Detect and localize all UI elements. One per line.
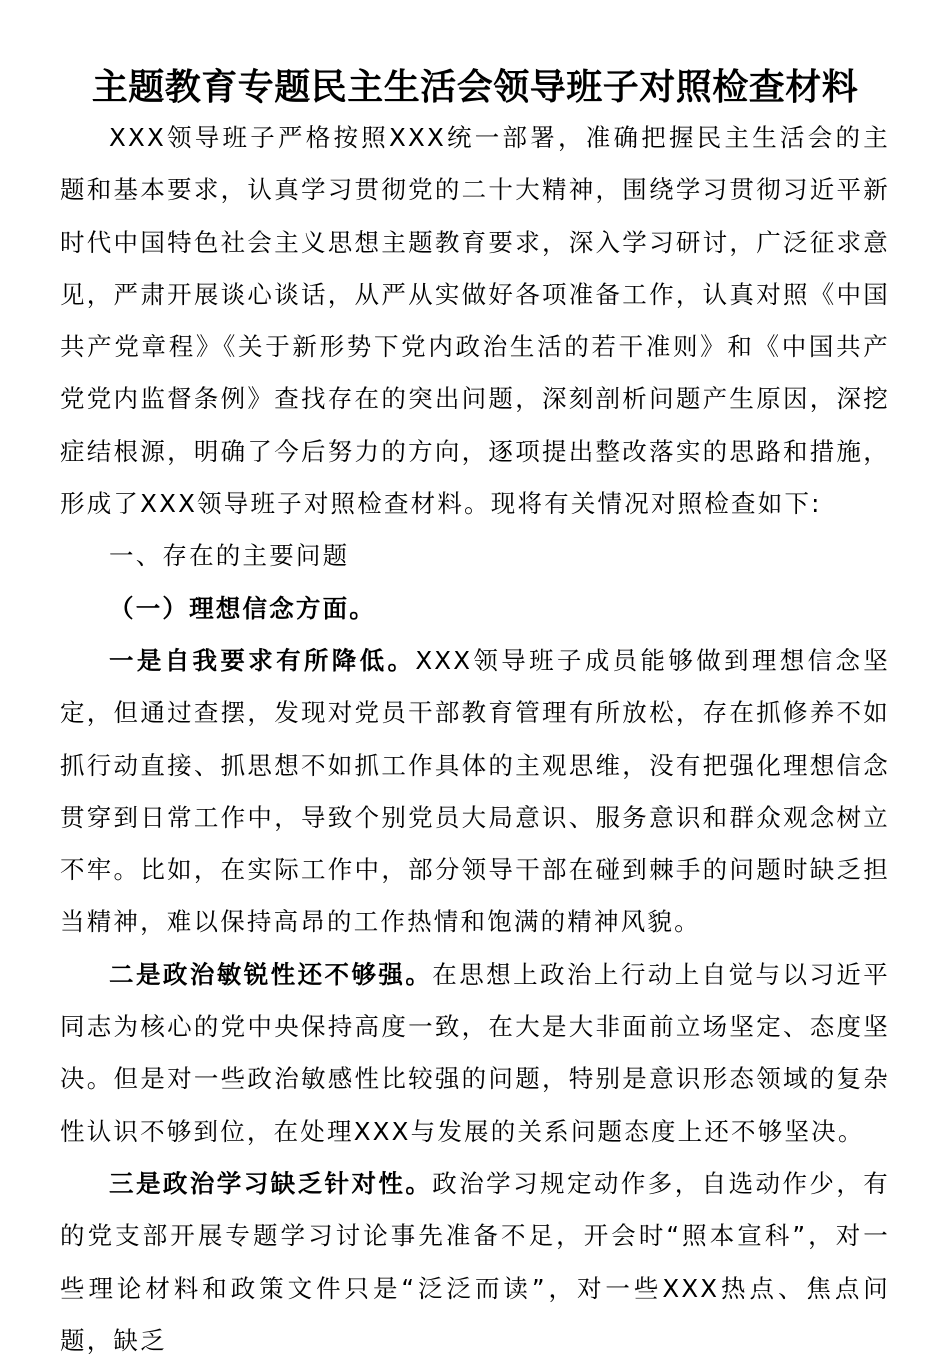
- item-text: 在思想上政治上行动上自觉与以习近平同志为核心的党中央保持高度一致，在大是大非面前立场坚定、态度坚决。但是对一些政治敏感性比较强的问题，特别是意识形态领域的复杂性认识不够到位，在处理XXX与发展的关系问题态度上还不够坚决。: [60, 959, 890, 1146]
- item-text: XXX领导班子成员能够做到理想信念坚定，但通过查摆，发现对党员干部教育管理有所放松，存在抓修养不如抓行动直接、抓思想不如抓工作具体的主观思维，没有把强化理想信念贯穿到日常工作中，导致个别党员大局意识、服务意识和群众观念树立不牢。比如，在实际工作中，部分领导干部在碰到棘手的问题时缺乏担当精神，难以保持高昂的工作热情和饱满的精神风貌。: [60, 645, 890, 937]
- subsection-heading: （一）理想信念方面。: [109, 593, 376, 623]
- item-paragraph-3: [60, 1158, 890, 1367]
- document-title: 主题教育专题民主生活会领导班子对照检查材料: [91, 66, 859, 108]
- item-paragraph-1: [60, 635, 890, 949]
- item-lead: 一是自我要求有所降低。: [109, 645, 416, 675]
- section-heading: 一、存在的主要问题: [109, 541, 350, 571]
- item-text: 政治学习规定动作多，自选动作少，有的党支部开展专题学习讨论事先准备不足，开会时“照本宣科”，对一些理论材料和政策文件只是“泛泛而读”，对一些XXX热点、焦点问题，缺乏: [60, 1168, 890, 1355]
- item-lead: 二是政治敏锐性还不够强。: [109, 959, 433, 989]
- item-lead: 三是政治学习缺乏针对性。: [109, 1168, 433, 1198]
- item-paragraph-2: [60, 949, 890, 1158]
- intro-paragraph: XXX领导班子严格按照XXX统一部署，准确把握民主生活会的主题和基本要求，认真学习贯彻党的二十大精神，围绕学习贯彻习近平新时代中国特色社会主义思想主题教育要求，深入学习研讨，广泛征求意见，严肃开展谈心谈话，从严从实做好各项准备工作，认真对照《中国共产党章程》《关于新形势下党内政治生活的若干准则》和《中国共产党党内监督条例》查找存在的突出问题，深刻剖析问题产生原因，深挖症结根源，明确了今后努力的方向，逐项提出整改落实的思路和措施，形成了XXX领导班子对照检查材料。现将有关情况对照检查如下:: [60, 123, 890, 519]
- document-body: [60, 112, 890, 1367]
